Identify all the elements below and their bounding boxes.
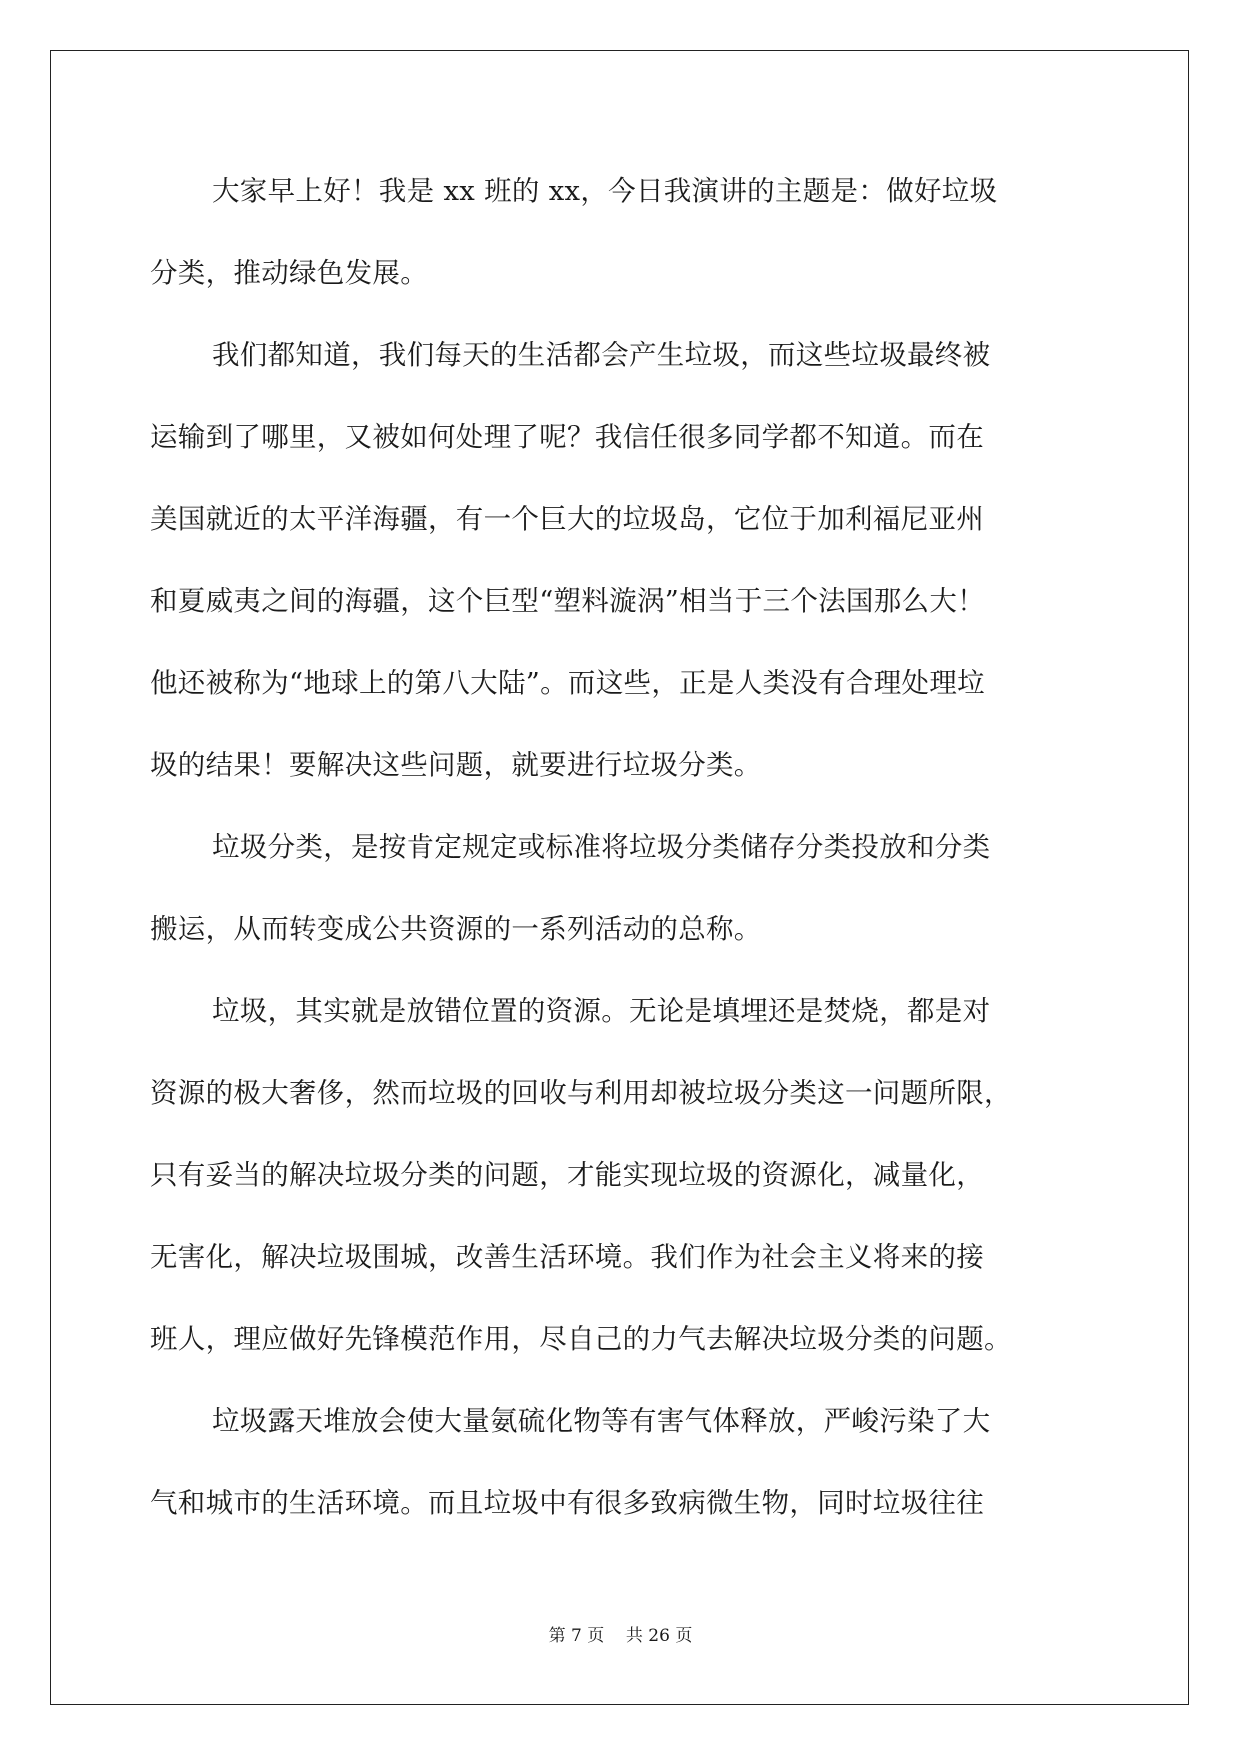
document-body (150, 165, 1095, 1559)
paragraph-1-line-1: 大家早上好！我是 xx 班的 xx，今日我演讲的主题是：做好垃圾 (212, 175, 998, 207)
paragraph-2-line-4: 和夏威夷之间的海疆，这个巨型“塑料漩涡”相当于三个法国那么大！ (150, 585, 985, 617)
paragraph-4-line-4: 无害化，解决垃圾围城，改善生活环境。我们作为社会主义将来的接 (150, 1241, 984, 1273)
paragraph-4-line-3: 只有妥当的解决垃圾分类的问题，才能实现垃圾的资源化，减量化， (150, 1159, 984, 1191)
paragraph-2-line-6: 圾的结果！要解决这些问题，就要进行垃圾分类。 (150, 749, 762, 781)
paragraph-3-line-1: 垃圾分类，是按肯定规定或标准将垃圾分类储存分类投放和分类 (212, 831, 991, 863)
page-number: 第 7 页 共 26 页 (548, 1626, 693, 1646)
paragraph-2-line-5: 他还被称为“地球上的第八大陆”。而这些，正是人类没有合理处理垃 (150, 667, 985, 699)
paragraph-4-line-5: 班人，理应做好先锋模范作用，尽自己的力气去解决垃圾分类的问题。 (150, 1323, 1012, 1355)
paragraph-1-line-2: 分类，推动绿色发展。 (150, 257, 428, 289)
page-footer (0, 1621, 1241, 1646)
paragraph-2-line-1: 我们都知道，我们每天的生活都会产生垃圾，而这些垃圾最终被 (212, 339, 991, 371)
paragraph-2-line-2: 运输到了哪里，又被如何处理了呢？我信任很多同学都不知道。而在 (150, 421, 984, 453)
paragraph-5-line-2: 气和城市的生活环境。而且垃圾中有很多致病微生物，同时垃圾往往 (150, 1487, 984, 1519)
paragraph-4-line-1: 垃圾，其实就是放错位置的资源。无论是填埋还是焚烧，都是对 (212, 995, 991, 1027)
paragraph-4-line-2: 资源的极大奢侈，然而垃圾的回收与利用却被垃圾分类这一问题所限， (150, 1077, 1012, 1109)
paragraph-2-line-3: 美国就近的太平洋海疆，有一个巨大的垃圾岛，它位于加利福尼亚州 (150, 503, 984, 535)
paragraph-3-line-2: 搬运，从而转变成公共资源的一系列活动的总称。 (150, 913, 762, 945)
paragraph-5-line-1: 垃圾露天堆放会使大量氨硫化物等有害气体释放，严峻污染了大 (212, 1405, 991, 1437)
